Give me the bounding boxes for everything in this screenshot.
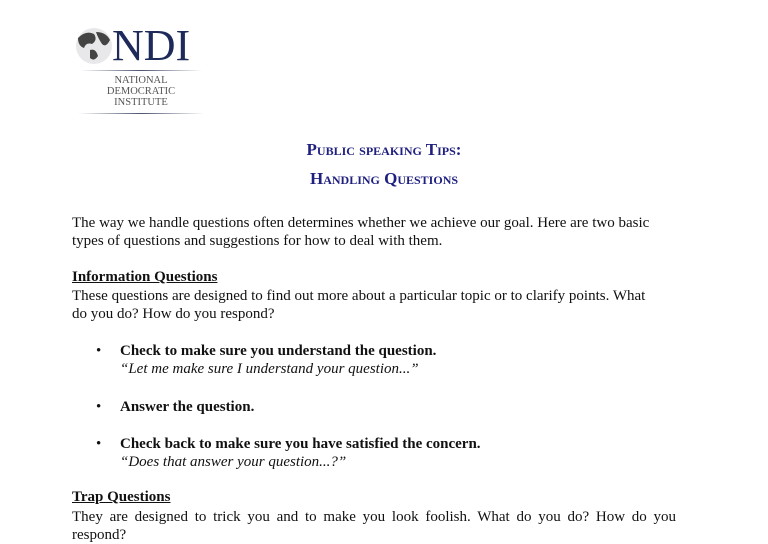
- info-heading: Information Questions: [72, 269, 218, 285]
- info-text-line2: do you do? How do you respond?: [72, 306, 275, 322]
- logo-acronym: NDI: [112, 21, 191, 70]
- bullet-icon: •: [96, 343, 102, 359]
- bullet-2-text: Answer the question.: [120, 399, 255, 415]
- logo-line1: NATIONAL: [114, 75, 168, 86]
- trap-text-line2: respond?: [72, 527, 127, 543]
- logo-line2: DEMOCRATIC: [106, 86, 176, 97]
- bullet-1-text: Check to make sure you understand the question.: [120, 343, 437, 359]
- intro-line2: types of questions and suggestions for how to deal with them.: [72, 233, 443, 249]
- logo-line3: INSTITUTE: [114, 97, 168, 108]
- globe-icon: [72, 26, 114, 66]
- bullet-1-quote: “Let me make sure I understand your question...”: [120, 361, 419, 377]
- trap-text-line1: They are designed to trick you and to make you look foolish. What do you do? How do you: [72, 509, 677, 525]
- info-text-line1: These questions are designed to find out more about a particular topic or to clarify points. What: [72, 288, 646, 304]
- bullet-icon: •: [96, 436, 102, 452]
- bullet-3-text: Check back to make sure you have satisfied the concern.: [120, 436, 481, 452]
- logo-rule-bottom: [78, 113, 204, 114]
- page-title-line1: Public speaking Tips:: [306, 140, 462, 159]
- intro-line1: The way we handle questions often determines whether we achieve our goal. Here are two basic: [72, 215, 650, 231]
- page-title-line2: Handling Questions: [309, 169, 459, 188]
- bullet-icon: •: [96, 399, 102, 415]
- trap-heading: Trap Questions: [72, 489, 171, 505]
- bullet-3-quote: “Does that answer your question...?”: [120, 454, 347, 470]
- logo-rule-top: [80, 70, 202, 71]
